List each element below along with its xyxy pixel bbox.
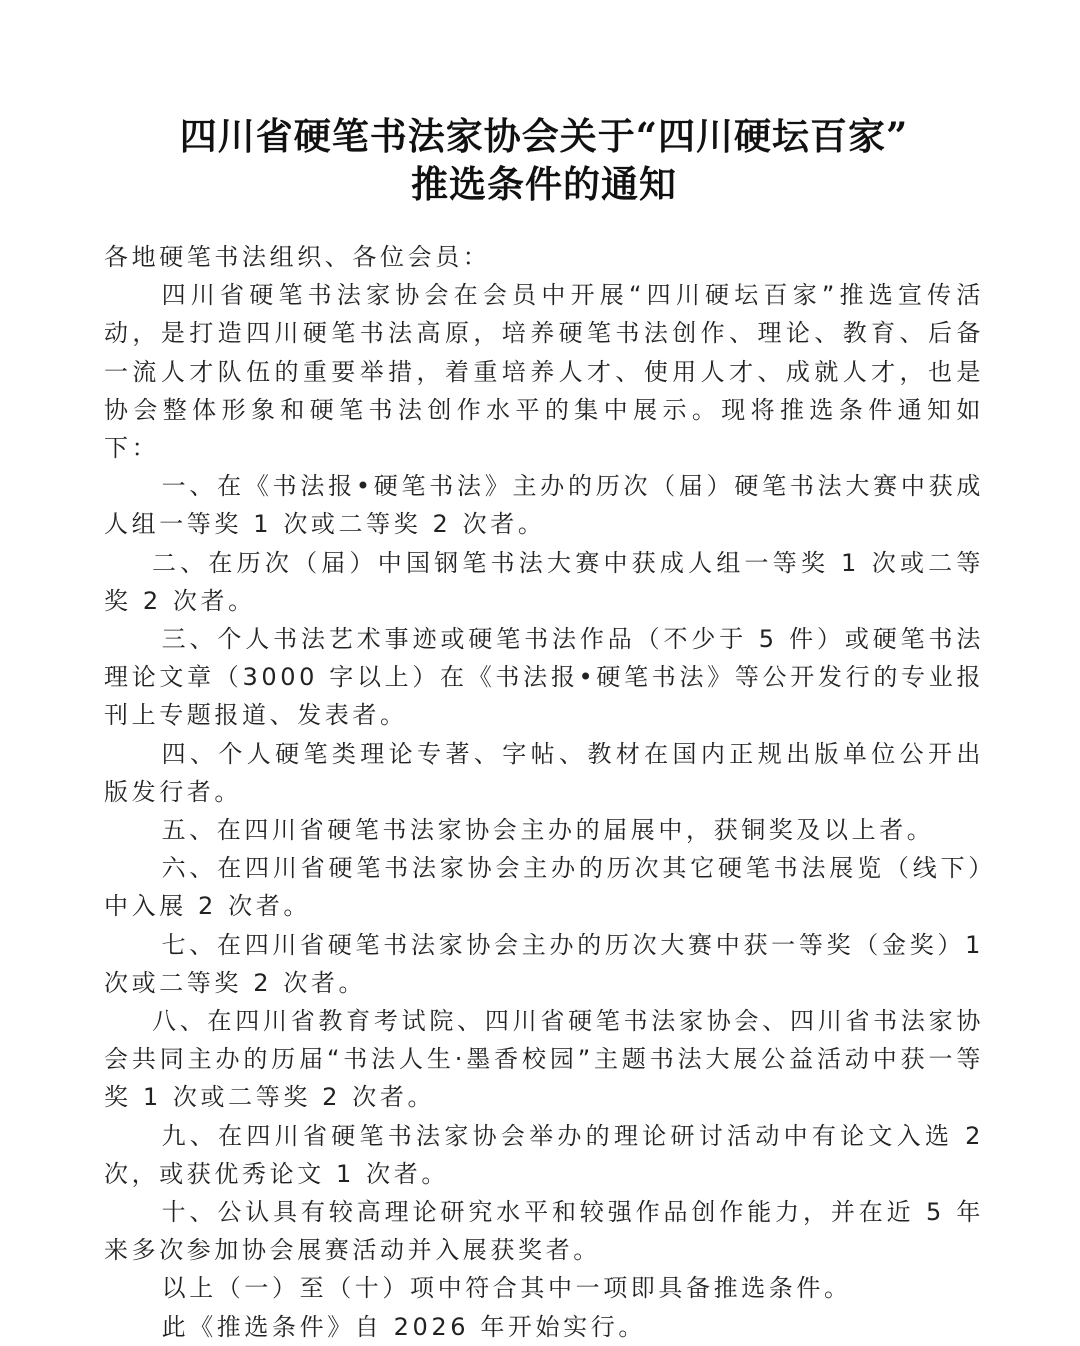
condition-9: 九、在四川省硬笔书法家协会举办的理论研讨活动中有论文入选 2 次，或获优秀论文 1 次者。 bbox=[104, 1121, 984, 1188]
notice-document bbox=[104, 112, 984, 1346]
title-line-2: 推选条件的通知 bbox=[411, 162, 677, 206]
condition-10: 十、公认具有较高理论研究水平和较强作品创作能力，并在近 5 年来多次参加协会展赛活动并入展获奖者。 bbox=[104, 1198, 984, 1265]
notice-body bbox=[104, 238, 984, 1346]
notice-title bbox=[104, 112, 984, 208]
condition-6: 六、在四川省硬笔书法家协会主办的历次其它硬笔书法展览（线下）中入展 2 次者。 bbox=[104, 854, 984, 921]
condition-3: 三、个人书法艺术事迹或硬笔书法作品（不少于 5 件）或硬笔书法理论文章（3000 字以上）在《书法报•硬笔书法》等公开发行的专业报刊上专题报道、发表者。 bbox=[104, 625, 984, 730]
title-line-1: 四川省硬笔书法家协会关于“四川硬坛百家” bbox=[179, 114, 909, 158]
condition-7: 七、在四川省硬笔书法家协会主办的历次大赛中获一等奖（金奖）1 次或二等奖 2 次者。 bbox=[104, 930, 984, 997]
condition-4: 四、个人硬笔类理论专著、字帖、教材在国内正规出版单位公开出版发行者。 bbox=[104, 739, 984, 806]
condition-2: 二、在历次（届）中国钢笔书法大赛中获成人组一等奖 1 次或二等奖 2 次者。 bbox=[104, 548, 984, 615]
condition-5: 五、在四川省硬笔书法家协会主办的届展中，获铜奖及以上者。 bbox=[161, 816, 935, 845]
intro-paragraph: 四川省硬笔书法家协会在会员中开展“四川硬坛百家”推选宣传活动，是打造四川硬笔书法高原，培养硬笔书法创作、理论、教育、后备一流人才队伍的重要举措，着重培养人才、使用人才、成就人才，也是协会整体形象和硬笔书法创作水平的集中展示。现将推选条件通知如下： bbox=[104, 281, 984, 463]
closing-effective-date: 此《推选条件》自 2026 年开始实行。 bbox=[161, 1312, 646, 1341]
closing-scope: 以上（一）至（十）项中符合其中一项即具备推选条件。 bbox=[161, 1274, 852, 1303]
salutation: 各地硬笔书法组织、各位会员： bbox=[104, 243, 491, 271]
condition-1: 一、在《书法报•硬笔书法》主办的历次（届）硬笔书法大赛中获成人组一等奖 1 次或二等奖 2 次者。 bbox=[104, 472, 984, 539]
condition-8: 八、在四川省教育考试院、四川省硬笔书法家协会、四川省书法家协会共同主办的历届“书法人生·墨香校园”主题书法大展公益活动中获一等奖 1 次或二等奖 2 次者。 bbox=[104, 1007, 984, 1112]
